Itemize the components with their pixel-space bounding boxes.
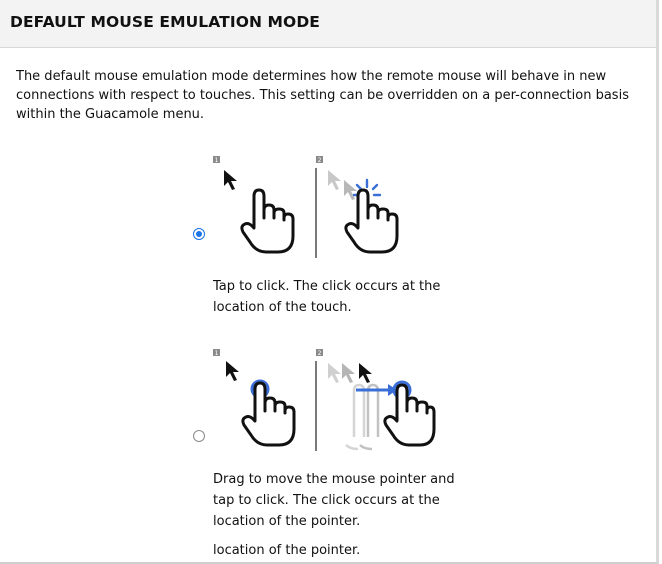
overflow-caption-text: location of the pointer. [213,543,361,558]
touch-mode-caption: Tap to click. The click occurs at the location of the touch. [213,279,441,315]
faded-pointer-icon [328,170,341,190]
touch-mode-radio[interactable] [193,228,205,240]
step-2-label: 2 [317,350,322,357]
faded-pointer-icon [344,180,357,200]
step-2-label: 2 [317,157,322,164]
touch-mode-illustration [208,152,408,260]
step-1-label: 1 [214,157,219,164]
section-title: DEFAULT MOUSE EMULATION MODE [10,13,320,31]
mouse-pointer-icon [226,361,239,381]
faded-pointer-icon [342,363,355,383]
pointer-mode-caption: Drag to move the mouse pointer and tap to click. The click occurs at the location of the pointer. [213,472,455,529]
faded-hand-icon [360,385,378,449]
step-1-label: 1 [214,350,219,357]
faded-pointer-icon [328,363,341,383]
mouse-pointer-icon [359,363,372,383]
hand-icon [242,190,293,252]
faded-hand-icon [346,385,364,449]
mouse-pointer-icon [224,170,237,190]
section-header [0,0,656,48]
pointer-mode-radio[interactable] [193,430,205,442]
pointer-mode-illustration [208,345,438,453]
section-description: The default mouse emulation mode determines how the remote mouse will behave in new connections with respect to touches. This setting can be overridden on a per-connection basis within the Guacamole menu. [16,69,629,122]
